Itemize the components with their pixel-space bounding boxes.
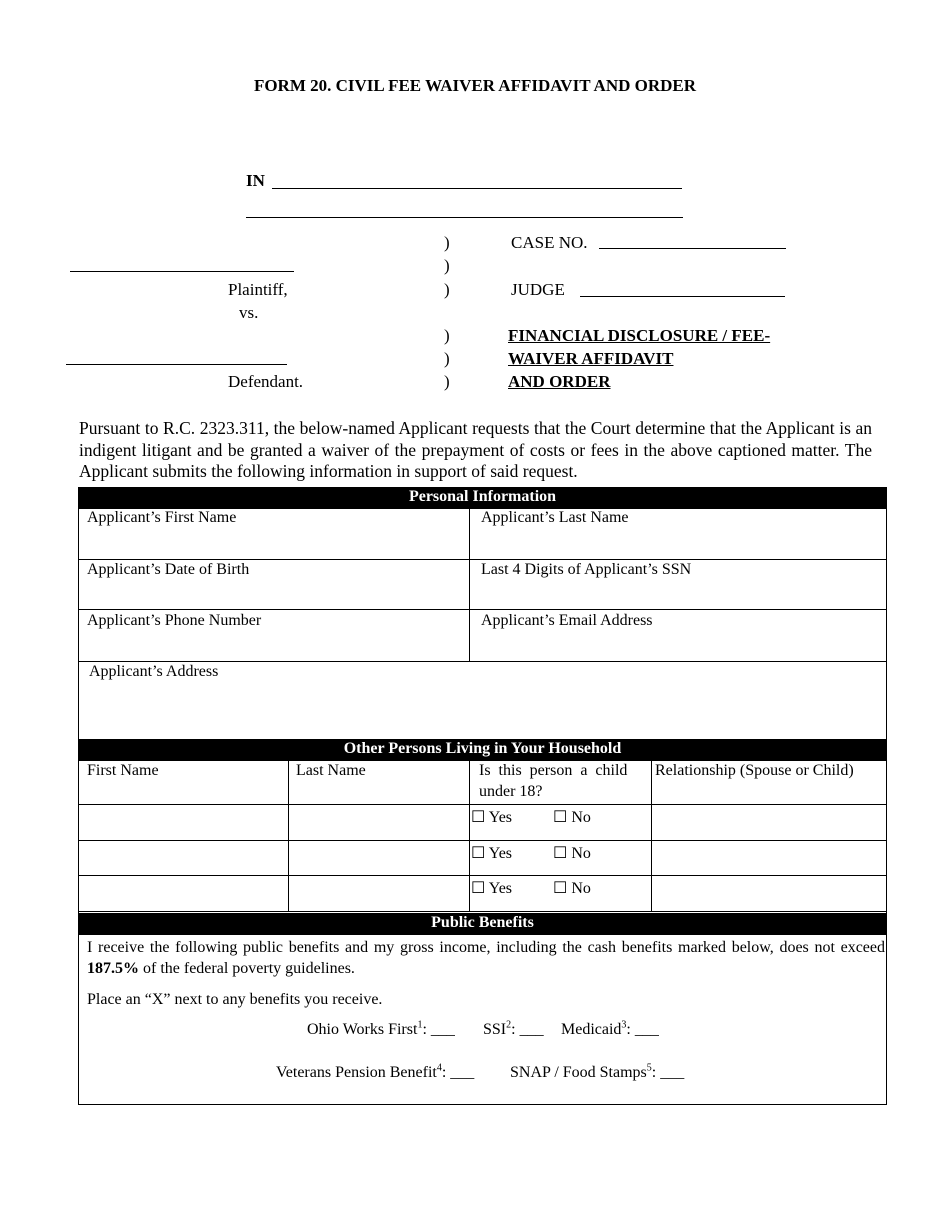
form-title: FORM 20. CIVIL FEE WAIVER AFFIDAVIT AND ORDER (253, 76, 697, 95)
ssi-item[interactable]: SSI$^2$: ___ (483, 1019, 544, 1038)
col-child-line-1: Is this person a child (479, 762, 628, 779)
paren-4: ) (444, 326, 450, 345)
col-relationship: Relationship (Spouse or Child) (655, 762, 854, 779)
paren-1: ) (444, 233, 450, 252)
benefits-instruction: Place an “X” next to any benefits you receive. (87, 991, 383, 1008)
paren-6: ) (444, 372, 450, 391)
personal-divider (469, 508, 470, 662)
vs-label: vs. (239, 303, 259, 322)
ssn-field[interactable]: Last 4 Digits of Applicant’s SSN (481, 561, 692, 578)
col-child-line-2: under 18? (479, 783, 543, 800)
paren-2: ) (444, 256, 450, 275)
row2-no-checkbox[interactable]: ☐ No (553, 845, 591, 862)
snap-item[interactable]: SNAP / Food Stamps$^5$: ___ (510, 1062, 685, 1081)
defendant-label: Defendant. (228, 372, 304, 391)
personal-row-line-2 (78, 609, 887, 610)
row3-no-checkbox[interactable]: ☐ No (553, 880, 591, 897)
address-field[interactable]: Applicant’s Address (89, 663, 219, 680)
table-right-border (886, 508, 887, 1105)
poverty-percent: 187.5% (87, 960, 139, 977)
dob-field[interactable]: Applicant’s Date of Birth (87, 561, 250, 578)
plaintiff-label: Plaintiff, (228, 280, 288, 299)
last-name-field[interactable]: Applicant’s Last Name (481, 509, 629, 526)
benefits-header: Public Benefits (78, 913, 887, 935)
plaintiff-name-field[interactable] (70, 271, 294, 272)
table-bottom-border (78, 1104, 887, 1105)
col-last-name: Last Name (296, 762, 366, 779)
table-left-border (78, 508, 79, 1105)
ohio-works-first-item[interactable]: Ohio Works First$^1$: ___ (307, 1019, 455, 1038)
veterans-pension-item[interactable]: Veterans Pension Benefit$^4$: ___ (276, 1062, 475, 1081)
household-col-line-1 (288, 761, 289, 912)
medicaid-item[interactable]: Medicaid$^3$: ___ (561, 1019, 659, 1038)
household-row-line-4 (78, 911, 887, 912)
row3-yes-checkbox[interactable]: ☐ Yes (471, 880, 513, 897)
household-row-line-1 (78, 804, 887, 805)
row2-yes-checkbox[interactable]: ☐ Yes (471, 845, 513, 862)
first-name-field[interactable]: Applicant’s First Name (87, 509, 237, 526)
col-first-name: First Name (87, 762, 159, 779)
personal-info-header: Personal Information (78, 487, 887, 509)
in-line-1[interactable] (272, 188, 682, 189)
row1-no-checkbox[interactable]: ☐ No (553, 809, 591, 826)
case-no-label: CASE NO. (511, 233, 588, 252)
in-label: IN (246, 171, 265, 190)
personal-row-line-1 (78, 559, 887, 560)
row1-yes-checkbox[interactable]: ☐ Yes (471, 809, 513, 826)
email-field[interactable]: Applicant’s Email Address (481, 612, 653, 629)
judge-label: JUDGE (511, 280, 565, 299)
household-row-line-2 (78, 840, 887, 841)
defendant-name-field[interactable] (66, 364, 287, 365)
household-header: Other Persons Living in Your Household (78, 739, 887, 761)
in-line-2[interactable] (246, 217, 683, 218)
personal-row-line-3 (78, 661, 887, 662)
case-no-field[interactable] (599, 248, 786, 249)
paren-3: ) (444, 280, 450, 299)
phone-field[interactable]: Applicant’s Phone Number (87, 612, 262, 629)
heading-line-2: WAIVER AFFIDAVIT (508, 349, 674, 368)
heading-line-3: AND ORDER (508, 372, 611, 391)
benefits-statement: I receive the following public benefits and my gross income, including the cash benefits marked below, does not exceed 187.5% of the federal poverty guidelines. (87, 939, 885, 977)
paren-5: ) (444, 349, 450, 368)
household-row-line-3 (78, 875, 887, 876)
household-col-line-2 (469, 761, 470, 912)
household-col-line-3 (651, 761, 652, 912)
intro-paragraph: Pursuant to R.C. 2323.311, the below-named Applicant requests that the Court determine that the Applicant is an indigent litigant and be granted a waiver of the prepayment of costs or fees in the above captioned matter. The Applicant submits the following information in support of said request. (79, 418, 872, 481)
judge-field[interactable] (580, 296, 785, 297)
heading-line-1: FINANCIAL DISCLOSURE / FEE- (508, 326, 771, 345)
